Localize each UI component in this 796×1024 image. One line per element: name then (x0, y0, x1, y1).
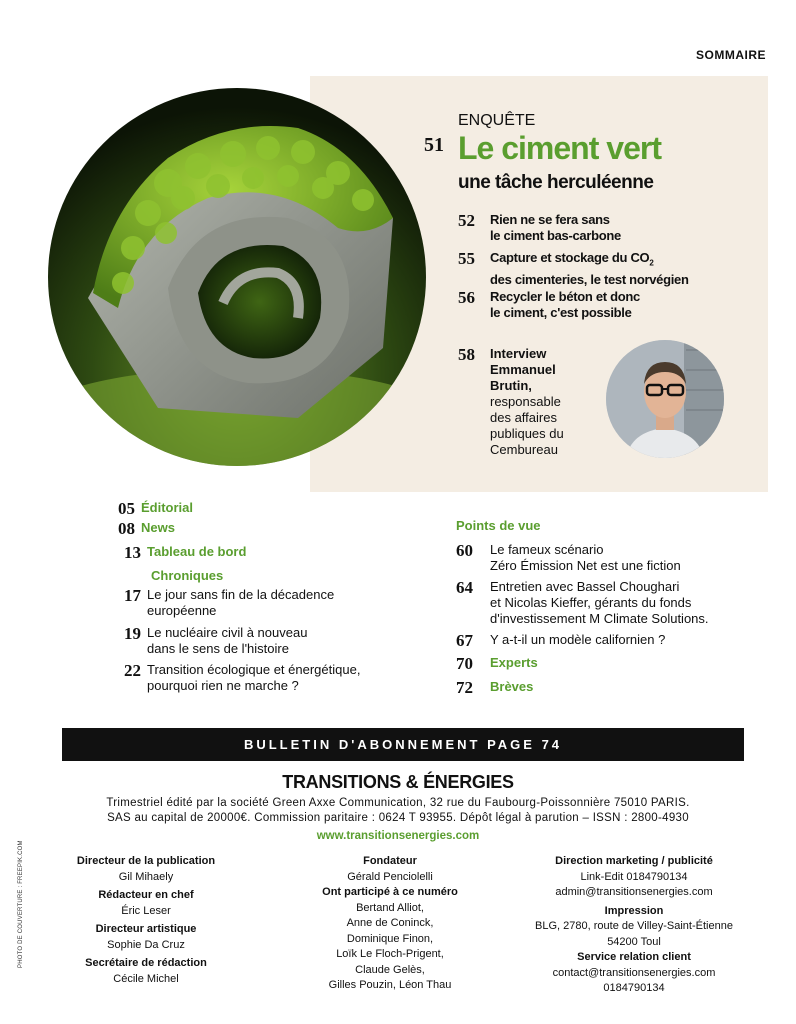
toc-item[interactable] (124, 625, 307, 657)
credit-role: Fondateur (363, 855, 417, 867)
cover-illustration (48, 88, 426, 466)
toc-title: News (141, 520, 175, 535)
toc-title: Éditorial (141, 500, 194, 515)
masthead-title: TRANSITIONS & ÉNERGIES (282, 772, 514, 792)
toc-title: Brèves (490, 679, 534, 694)
credits-column-1 (56, 854, 236, 987)
toc-line: européenne (147, 603, 217, 618)
moss-cement-sculpture-image (48, 88, 426, 466)
section-heading-points-de-vue: Points de vue (456, 518, 541, 533)
website-link[interactable]: www.transitionsenergies.com (316, 830, 480, 842)
lead-section-label: ENQUÊTE (458, 112, 536, 129)
toc-line: Entretien avec Bassel Choughari (490, 579, 680, 594)
credit-role: Secrétaire de rédaction (85, 957, 207, 969)
toc-title: Experts (490, 655, 538, 670)
toc-item[interactable] (456, 679, 533, 696)
masthead-publisher-line: Trimestriel édité par la société Green Axxe Communication, 32 rue du Faubourg-Poissonnière 75010 PARIS. (106, 797, 690, 809)
credit-name: 54200 Toul (607, 935, 661, 948)
section-heading-chroniques: Chroniques (151, 568, 224, 583)
credit-name: Gil Mihaely (118, 870, 174, 883)
feature-page-number: 55 (458, 249, 475, 268)
credit-role: Directeur de la publication (76, 855, 216, 867)
credit-name: Sophie Da Cruz (107, 938, 185, 951)
interviewee-name: Emmanuel (490, 362, 556, 377)
lead-subtitle: une tâche herculéenne (458, 172, 654, 193)
toc-item[interactable] (456, 542, 681, 574)
toc-line: Zéro Émission Net est une fiction (490, 558, 681, 573)
toc-title: Tableau de bord (147, 544, 247, 559)
toc-line: dans le sens de l'histoire (147, 641, 289, 656)
credit-name: Claude Gelès, (355, 963, 425, 976)
credit-role: Impression (604, 904, 664, 917)
credit-role: Rédacteur en chef (98, 889, 194, 901)
feature-line: le ciment, c'est possible (490, 305, 632, 320)
feature-line: Capture et stockage du CO (490, 250, 650, 265)
toc-line: Y a-t-il un modèle californien ? (490, 632, 666, 647)
toc-line: Le jour sans fin de la décadence (147, 587, 335, 602)
subscription-banner[interactable]: BULLETIN D'ABONNEMENT PAGE 74 (62, 728, 744, 761)
feature-item[interactable] (458, 250, 689, 288)
credit-name: Cécile Michel (113, 972, 179, 985)
credit-name: Gilles Pouzin, Léon Thau (328, 979, 452, 991)
toc-page-number: 22 (124, 661, 141, 680)
feature-page-number: 56 (458, 288, 475, 307)
interview-title: Interview (490, 346, 547, 361)
toc-item[interactable] (118, 520, 175, 537)
interviewee-role: Cembureau (490, 442, 558, 457)
toc-item[interactable] (124, 587, 334, 619)
toc-page-number: 72 (456, 678, 473, 697)
credit-role: Direction marketing / publicité (555, 855, 713, 867)
feature-line: des cimenteries, le test norvégien (490, 271, 689, 287)
toc-line: d'investissement M Climate Solutions. (490, 611, 709, 626)
toc-page-number: 17 (124, 586, 141, 605)
feature-line: Rien ne se fera sans (490, 212, 610, 227)
toc-line: Le nucléaire civil à nouveau (147, 625, 308, 640)
toc-page-number: 64 (456, 578, 473, 597)
credit-name: Éric Leser (121, 904, 171, 917)
feature-item[interactable] (458, 212, 621, 244)
credit-role: Ont participé à ce numéro (322, 886, 458, 898)
interview-page-number: 58 (458, 345, 475, 364)
co2-subscript: 2 (649, 258, 654, 268)
credit-name: 0184790134 (603, 982, 665, 994)
toc-item[interactable] (124, 662, 360, 694)
portrait-photo (606, 340, 724, 458)
toc-page-number: 60 (456, 541, 473, 560)
toc-item[interactable] (456, 579, 709, 627)
photo-credit: PHOTO DE COUVERTURE : FREEPIK.COM (18, 840, 24, 968)
interviewee-name: Brutin, (490, 378, 532, 393)
toc-line: Transition écologique et énergétique, (147, 662, 361, 677)
toc-item[interactable] (456, 655, 538, 672)
toc-page-number: 08 (118, 519, 135, 538)
interviewee-role: des affaires (490, 410, 557, 425)
credit-name: BLG, 2780, route de Villey-Saint-Étienne (535, 920, 733, 932)
toc-page-number: 05 (118, 499, 135, 518)
credit-name: Anne de Coninck, (346, 917, 434, 929)
credit-role: Directeur artistique (95, 923, 197, 935)
toc-page-number: 70 (456, 654, 473, 673)
toc-line: et Nicolas Kieffer, gérants du fonds (490, 595, 692, 610)
toc-item[interactable] (124, 544, 246, 561)
feature-line: le ciment bas-carbone (490, 228, 621, 243)
credits-column-3 (514, 854, 754, 997)
feature-item[interactable] (458, 289, 640, 321)
lead-page-number: 51 (424, 134, 444, 156)
credit-name: Dominique Finon, (346, 932, 434, 945)
toc-item[interactable] (118, 500, 193, 517)
interviewee-portrait (606, 340, 724, 458)
toc-page-number: 19 (124, 624, 141, 643)
interviewee-role: publiques du (490, 426, 564, 441)
credit-email[interactable]: contact@transitionsenergies.com (552, 966, 716, 979)
credit-name: Bertand Alliot, (356, 901, 424, 914)
interview-item[interactable] (458, 346, 600, 458)
lead-title[interactable]: Le ciment vert (458, 130, 661, 166)
feature-page-number: 52 (458, 211, 475, 230)
toc-page-number: 67 (456, 631, 473, 650)
toc-line: Le fameux scénario (490, 542, 604, 557)
toc-page-number: 13 (124, 543, 141, 562)
interviewee-role: responsable (490, 394, 561, 409)
credit-name: Gérald Penciolelli (347, 870, 433, 883)
credit-name: Loïk Le Floch-Prigent, (336, 948, 444, 960)
toc-item[interactable] (456, 632, 665, 649)
credit-email[interactable]: admin@transitionsenergies.com (555, 886, 713, 898)
masthead-legal-line: SAS au capital de 20000€. Commission paritaire : 0624 T 93955. Dépôt légal à parution – ISSN : 2800-4930 (107, 812, 689, 824)
feature-line: Recycler le béton et donc (490, 289, 640, 304)
credit-name: Link-Edit 0184790134 (580, 870, 688, 883)
credits-column-2 (300, 854, 480, 994)
page-section-label: SOMMAIRE (696, 48, 766, 62)
toc-line: pourquoi rien ne marche ? (147, 678, 299, 693)
credit-role: Service relation client (577, 951, 691, 963)
